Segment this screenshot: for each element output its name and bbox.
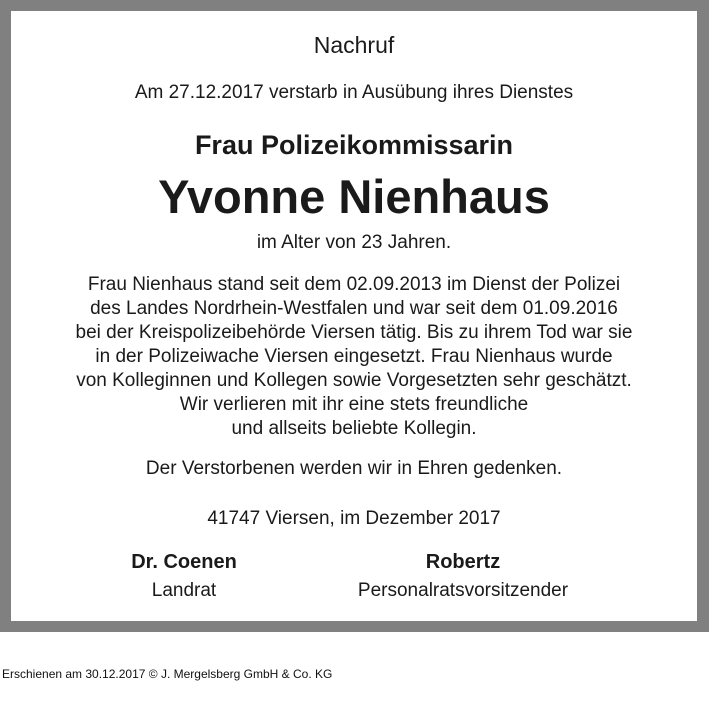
- signature-name: Dr. Coenen: [131, 551, 237, 573]
- signature-role: Personalratsvorsitzender: [357, 580, 569, 601]
- body-line: Wir verlieren mit ihr eine stets freundliche: [179, 394, 529, 415]
- signature-left: [34, 549, 334, 604]
- body-line: von Kolleginnen und Kollegen sowie Vorgesetzten sehr geschätzt.: [76, 370, 632, 391]
- body-line: Frau Nienhaus stand seit dem 02.09.2013 im Dienst der Polizei: [87, 274, 621, 295]
- body-line: in der Polizeiwache Viersen eingesetzt. Frau Nienhaus wurde: [95, 346, 613, 367]
- deceased-name: Yvonne Nienhaus: [158, 170, 550, 223]
- notice-intro: Am 27.12.2017 verstarb in Ausübung ihres Dienstes: [134, 82, 574, 103]
- body-line: und allseits beliebte Kollegin.: [231, 418, 477, 439]
- notice-place-date: 41747 Viersen, im Dezember 2017: [207, 508, 501, 529]
- body-line: bei der Kreispolizeibehörde Viersen tätig. Bis zu ihrem Tod war sie: [75, 322, 633, 343]
- notice-closing: Der Verstorbenen werden wir in Ehren gedenken.: [145, 458, 563, 479]
- signature-name: Robertz: [425, 551, 501, 573]
- notice-body: [11, 273, 697, 441]
- publication-footer: Erschienen am 30.12.2017 © J. Mergelsberg GmbH & Co. KG: [2, 667, 333, 681]
- body-line: des Landes Nordrhein-Westfalen und war seit dem 01.09.2016: [90, 298, 618, 319]
- signature-right: [313, 549, 613, 604]
- obituary-notice: [11, 11, 697, 621]
- notice-rank: Frau Polizeikommissarin: [194, 130, 514, 160]
- signature-role: Landrat: [151, 580, 217, 601]
- notice-age: im Alter von 23 Jahren.: [256, 232, 452, 253]
- notice-heading: Nachruf: [313, 32, 395, 58]
